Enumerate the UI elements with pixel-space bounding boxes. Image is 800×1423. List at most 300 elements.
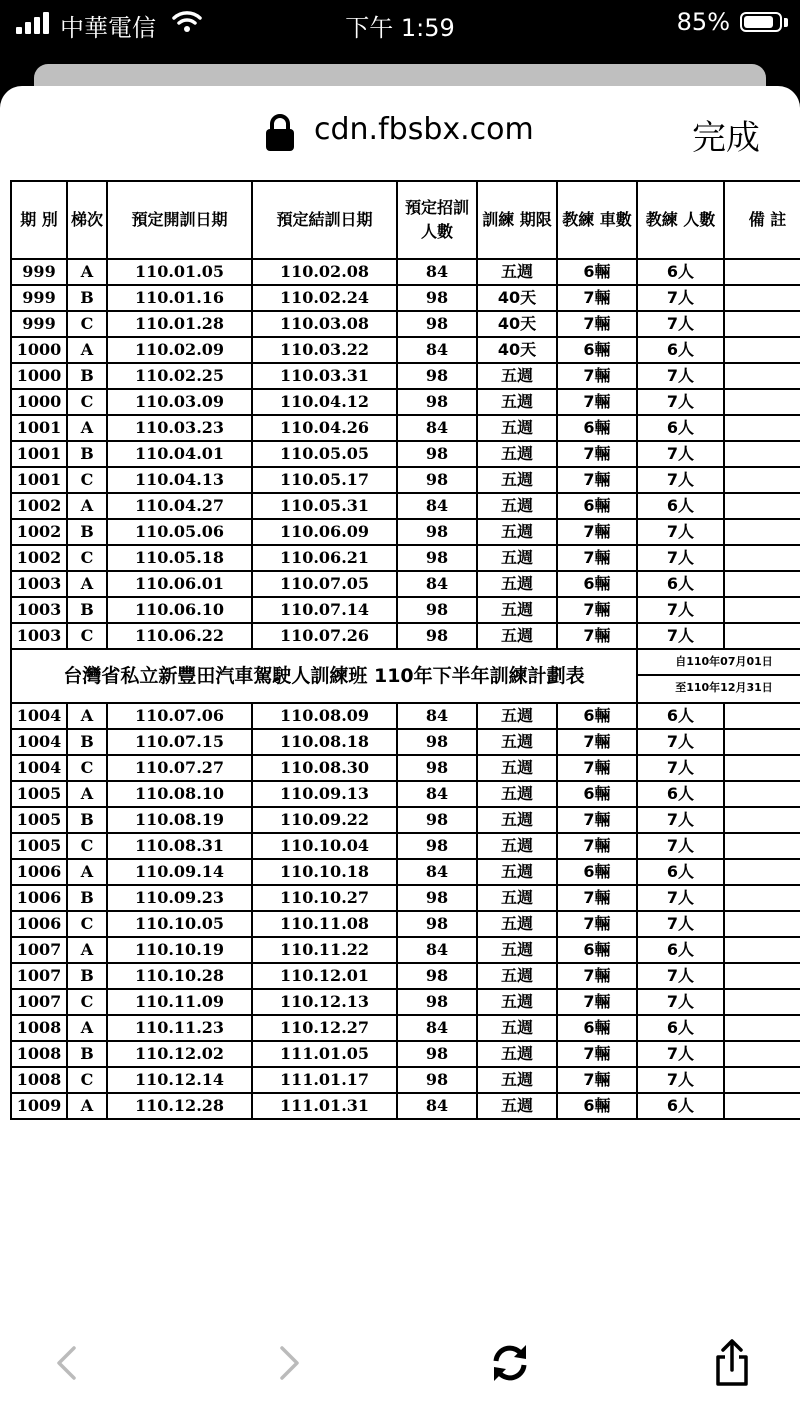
start-date-cell: 110.07.27 [107,755,252,781]
end-date-cell: 110.04.12 [252,389,397,415]
start-date-cell: 110.07.06 [107,703,252,729]
end-date-cell: 110.10.04 [252,833,397,859]
batch-cell: A [67,493,107,519]
start-date-cell: 110.10.19 [107,937,252,963]
period-cell: 1006 [11,859,67,885]
coach-count-cell: 7人 [637,833,724,859]
coach-count-cell: 6人 [637,937,724,963]
period-cell: 1000 [11,337,67,363]
duration-cell: 五週 [477,807,557,833]
batch-cell: A [67,337,107,363]
duration-cell: 五週 [477,467,557,493]
duration-cell: 五週 [477,859,557,885]
duration-cell: 五週 [477,729,557,755]
enrollment-cell: 84 [397,571,477,597]
remarks-cell [724,1015,800,1041]
duration-cell: 五週 [477,781,557,807]
end-date-cell: 110.03.31 [252,363,397,389]
coach-cars-cell: 7輛 [557,807,637,833]
coach-count-cell: 7人 [637,1041,724,1067]
end-date-cell: 110.09.13 [252,781,397,807]
duration-cell: 五週 [477,963,557,989]
table-row [11,807,800,833]
duration-cell: 五週 [477,1067,557,1093]
table-row [11,571,800,597]
period-cell: 1002 [11,493,67,519]
battery-percent: 85% [676,8,730,36]
period-cell: 1004 [11,729,67,755]
remarks-cell [724,833,800,859]
coach-count-cell: 6人 [637,1015,724,1041]
coach-cars-cell: 7輛 [557,1041,637,1067]
table-row [11,467,800,493]
enrollment-cell: 98 [397,963,477,989]
battery-icon [740,12,782,32]
batch-cell: A [67,415,107,441]
remarks-cell [724,1093,800,1119]
share-button[interactable] [702,1333,762,1393]
coach-count-cell: 7人 [637,441,724,467]
remarks-cell [724,415,800,441]
table-row [11,1015,800,1041]
table-row [11,285,800,311]
coach-count-cell: 7人 [637,389,724,415]
period-cell: 1008 [11,1067,67,1093]
end-date-cell: 110.12.13 [252,989,397,1015]
coach-cars-cell: 6輛 [557,493,637,519]
period-cell: 999 [11,285,67,311]
end-date-cell: 110.10.27 [252,885,397,911]
duration-cell: 五週 [477,755,557,781]
enrollment-cell: 98 [397,597,477,623]
remarks-cell [724,963,800,989]
table-row [11,623,800,649]
start-date-cell: 110.02.09 [107,337,252,363]
start-date-cell: 110.05.06 [107,519,252,545]
duration-cell: 五週 [477,571,557,597]
duration-cell: 五週 [477,259,557,285]
duration-cell: 40天 [477,337,557,363]
end-date-cell: 110.09.22 [252,807,397,833]
header-cell: 預定招訓人數 [397,181,477,259]
coach-count-cell: 6人 [637,703,724,729]
coach-cars-cell: 7輛 [557,623,637,649]
enrollment-cell: 84 [397,1015,477,1041]
enrollment-cell: 98 [397,911,477,937]
duration-cell: 五週 [477,363,557,389]
end-date-cell: 111.01.31 [252,1093,397,1119]
browser-sheet [0,86,800,1423]
table-row [11,1041,800,1067]
coach-count-cell: 6人 [637,1093,724,1119]
clock: 下午 1:59 [345,14,455,42]
batch-cell: B [67,441,107,467]
remarks-cell [724,989,800,1015]
table-row [11,703,800,729]
period-cell: 1008 [11,1015,67,1041]
period-cell: 1006 [11,885,67,911]
coach-cars-cell: 7輛 [557,729,637,755]
duration-cell: 五週 [477,493,557,519]
start-date-cell: 110.06.01 [107,571,252,597]
coach-count-cell: 7人 [637,1067,724,1093]
start-date-cell: 110.08.10 [107,781,252,807]
duration-cell: 五週 [477,1041,557,1067]
remarks-cell [724,623,800,649]
duration-cell: 五週 [477,833,557,859]
back-button[interactable] [36,1333,96,1393]
period-cell: 1001 [11,441,67,467]
enrollment-cell: 84 [397,859,477,885]
end-date-cell: 110.02.08 [252,259,397,285]
coach-cars-cell: 6輛 [557,337,637,363]
coach-cars-cell: 7輛 [557,885,637,911]
table-row [11,311,800,337]
table-row [11,493,800,519]
coach-count-cell: 6人 [637,781,724,807]
remarks-cell [724,755,800,781]
header-cell: 訓練 期限 [477,181,557,259]
batch-cell: A [67,859,107,885]
refresh-icon [488,1341,532,1385]
end-date-cell: 110.08.09 [252,703,397,729]
start-date-cell: 110.03.09 [107,389,252,415]
header-cell: 預定結訓日期 [252,181,397,259]
start-date-cell: 110.03.23 [107,415,252,441]
remarks-cell [724,285,800,311]
enrollment-cell: 98 [397,729,477,755]
coach-count-cell: 7人 [637,807,724,833]
period-cell: 1004 [11,703,67,729]
period-cell: 1007 [11,937,67,963]
header-cell: 教練 車數 [557,181,637,259]
remarks-cell [724,911,800,937]
end-date-cell: 110.07.05 [252,571,397,597]
remarks-cell [724,885,800,911]
coach-count-cell: 7人 [637,885,724,911]
coach-cars-cell: 6輛 [557,571,637,597]
header-cell: 預定開訓日期 [107,181,252,259]
coach-count-cell: 6人 [637,259,724,285]
chevron-left-icon [54,1345,78,1381]
table-row [11,337,800,363]
batch-cell: C [67,389,107,415]
start-date-cell: 110.06.22 [107,623,252,649]
remarks-cell [724,337,800,363]
header-cell: 期 別 [11,181,67,259]
batch-cell: C [67,545,107,571]
enrollment-cell: 84 [397,259,477,285]
coach-cars-cell: 6輛 [557,859,637,885]
coach-cars-cell: 7輛 [557,911,637,937]
period-cell: 1003 [11,623,67,649]
end-date-cell: 111.01.17 [252,1067,397,1093]
duration-cell: 40天 [477,285,557,311]
second-half-rows [11,703,800,1119]
period-cell: 1003 [11,597,67,623]
start-date-cell: 110.12.02 [107,1041,252,1067]
batch-cell: A [67,781,107,807]
lock-icon [264,114,296,152]
end-date-cell: 110.03.08 [252,311,397,337]
carrier-name: 中華電信 [60,14,156,42]
period-cell: 1000 [11,363,67,389]
table-row [11,963,800,989]
coach-cars-cell: 7輛 [557,545,637,571]
done-button[interactable]: 完成 [692,118,760,158]
date-to: 至110年12月31日 [638,674,800,700]
share-icon [714,1339,750,1387]
start-date-cell: 110.01.05 [107,259,252,285]
end-date-cell: 110.02.24 [252,285,397,311]
batch-cell: B [67,729,107,755]
table-row [11,363,800,389]
coach-cars-cell: 7輛 [557,963,637,989]
table-row [11,729,800,755]
coach-count-cell: 7人 [637,311,724,337]
table-row [11,989,800,1015]
table-row [11,859,800,885]
remarks-cell [724,493,800,519]
start-date-cell: 110.10.28 [107,963,252,989]
end-date-cell: 110.06.21 [252,545,397,571]
coach-count-cell: 7人 [637,911,724,937]
table-row [11,545,800,571]
duration-cell: 五週 [477,885,557,911]
period-cell: 1001 [11,467,67,493]
duration-cell: 五週 [477,623,557,649]
enrollment-cell: 98 [397,441,477,467]
start-date-cell: 110.08.19 [107,807,252,833]
coach-count-cell: 6人 [637,415,724,441]
coach-cars-cell: 7輛 [557,1067,637,1093]
table-row [11,597,800,623]
end-date-cell: 111.01.05 [252,1041,397,1067]
coach-cars-cell: 6輛 [557,1093,637,1119]
batch-cell: C [67,755,107,781]
coach-count-cell: 7人 [637,729,724,755]
duration-cell: 五週 [477,911,557,937]
period-cell: 1000 [11,389,67,415]
page-url[interactable]: cdn.fbsbx.com [314,112,534,147]
enrollment-cell: 98 [397,807,477,833]
coach-count-cell: 7人 [637,545,724,571]
enrollment-cell: 98 [397,1067,477,1093]
start-date-cell: 110.01.16 [107,285,252,311]
enrollment-cell: 98 [397,833,477,859]
coach-cars-cell: 6輛 [557,259,637,285]
remarks-cell [724,937,800,963]
coach-count-cell: 7人 [637,755,724,781]
remarks-cell [724,859,800,885]
coach-cars-cell: 7輛 [557,755,637,781]
remarks-cell [724,781,800,807]
coach-count-cell: 6人 [637,571,724,597]
table-row [11,885,800,911]
remarks-cell [724,363,800,389]
table-row [11,441,800,467]
enrollment-cell: 98 [397,285,477,311]
battery-tip [784,18,788,27]
duration-cell: 五週 [477,441,557,467]
table-row [11,389,800,415]
document [10,180,800,1120]
coach-cars-cell: 7輛 [557,597,637,623]
period-cell: 1001 [11,415,67,441]
table-row [11,911,800,937]
period-cell: 1008 [11,1041,67,1067]
enrollment-cell: 98 [397,755,477,781]
enrollment-cell: 98 [397,989,477,1015]
start-date-cell: 110.05.18 [107,545,252,571]
duration-cell: 五週 [477,989,557,1015]
forward-button[interactable] [260,1333,320,1393]
header-cell: 梯次 [67,181,107,259]
remarks-cell [724,519,800,545]
period-cell: 1005 [11,807,67,833]
table-row [11,781,800,807]
duration-cell: 五週 [477,415,557,441]
batch-cell: C [67,989,107,1015]
first-half-rows [11,259,800,649]
coach-count-cell: 6人 [637,493,724,519]
coach-cars-cell: 6輛 [557,1015,637,1041]
remarks-cell [724,571,800,597]
reload-button[interactable] [480,1333,540,1393]
batch-cell: A [67,703,107,729]
enrollment-cell: 98 [397,1041,477,1067]
url-bar [0,86,800,176]
table-row [11,833,800,859]
start-date-cell: 110.12.28 [107,1093,252,1119]
remarks-cell [724,597,800,623]
remarks-cell [724,729,800,755]
table-row [11,519,800,545]
coach-cars-cell: 7輛 [557,389,637,415]
enrollment-cell: 84 [397,937,477,963]
remarks-cell [724,311,800,337]
end-date-cell: 110.08.18 [252,729,397,755]
duration-cell: 五週 [477,1093,557,1119]
period-cell: 1003 [11,571,67,597]
start-date-cell: 110.07.15 [107,729,252,755]
end-date-cell: 110.07.14 [252,597,397,623]
coach-count-cell: 6人 [637,337,724,363]
end-date-cell: 110.05.17 [252,467,397,493]
chevron-right-icon [278,1345,302,1381]
start-date-cell: 110.01.28 [107,311,252,337]
enrollment-cell: 84 [397,703,477,729]
table-row [11,755,800,781]
enrollment-cell: 98 [397,467,477,493]
batch-cell: B [67,519,107,545]
status-bar [0,0,800,50]
coach-cars-cell: 7輛 [557,833,637,859]
table-row [11,937,800,963]
coach-count-cell: 6人 [637,859,724,885]
enrollment-cell: 84 [397,337,477,363]
start-date-cell: 110.04.01 [107,441,252,467]
enrollment-cell: 84 [397,1093,477,1119]
battery-fill [744,16,773,28]
enrollment-cell: 98 [397,363,477,389]
batch-cell: B [67,963,107,989]
enrollment-cell: 98 [397,389,477,415]
coach-cars-cell: 6輛 [557,937,637,963]
coach-count-cell: 7人 [637,467,724,493]
batch-cell: B [67,285,107,311]
coach-cars-cell: 7輛 [557,363,637,389]
end-date-cell: 110.11.08 [252,911,397,937]
remarks-cell [724,807,800,833]
period-cell: 1009 [11,1093,67,1119]
end-date-cell: 110.11.22 [252,937,397,963]
table-row [11,1067,800,1093]
header-cell: 備 註 [724,181,800,259]
period-cell: 1007 [11,989,67,1015]
coach-cars-cell: 7輛 [557,311,637,337]
end-date-cell: 110.07.26 [252,623,397,649]
coach-count-cell: 7人 [637,597,724,623]
start-date-cell: 110.11.09 [107,989,252,1015]
remarks-cell [724,389,800,415]
duration-cell: 五週 [477,1015,557,1041]
coach-count-cell: 7人 [637,519,724,545]
table-row [11,1093,800,1119]
remarks-cell [724,1041,800,1067]
period-cell: 1006 [11,911,67,937]
batch-cell: A [67,259,107,285]
end-date-cell: 110.05.05 [252,441,397,467]
table-row [11,415,800,441]
start-date-cell: 110.12.14 [107,1067,252,1093]
end-date-cell: 110.03.22 [252,337,397,363]
start-date-cell: 110.08.31 [107,833,252,859]
period-cell: 1002 [11,545,67,571]
coach-cars-cell: 6輛 [557,703,637,729]
coach-cars-cell: 7輛 [557,285,637,311]
start-date-cell: 110.09.23 [107,885,252,911]
end-date-cell: 110.10.18 [252,859,397,885]
batch-cell: A [67,571,107,597]
period-cell: 999 [11,259,67,285]
remarks-cell [724,259,800,285]
batch-cell: B [67,885,107,911]
section-title-row [11,649,800,703]
batch-cell: B [67,597,107,623]
coach-cars-cell: 7輛 [557,989,637,1015]
enrollment-cell: 98 [397,623,477,649]
batch-cell: B [67,1041,107,1067]
section-title: 台灣省私立新豐田汽車駕駛人訓練班 110年下半年訓練計劃表 [11,649,637,703]
remarks-cell [724,467,800,493]
coach-count-cell: 7人 [637,989,724,1015]
end-date-cell: 110.05.31 [252,493,397,519]
end-date-cell: 110.12.01 [252,963,397,989]
batch-cell: C [67,311,107,337]
enrollment-cell: 98 [397,311,477,337]
start-date-cell: 110.11.23 [107,1015,252,1041]
batch-cell: B [67,363,107,389]
date-from: 自110年07月01日 [675,655,773,668]
duration-cell: 五週 [477,545,557,571]
coach-count-cell: 7人 [637,363,724,389]
header-cell: 教練 人數 [637,181,724,259]
coach-count-cell: 7人 [637,963,724,989]
enrollment-cell: 98 [397,519,477,545]
enrollment-cell: 84 [397,781,477,807]
start-date-cell: 110.02.25 [107,363,252,389]
